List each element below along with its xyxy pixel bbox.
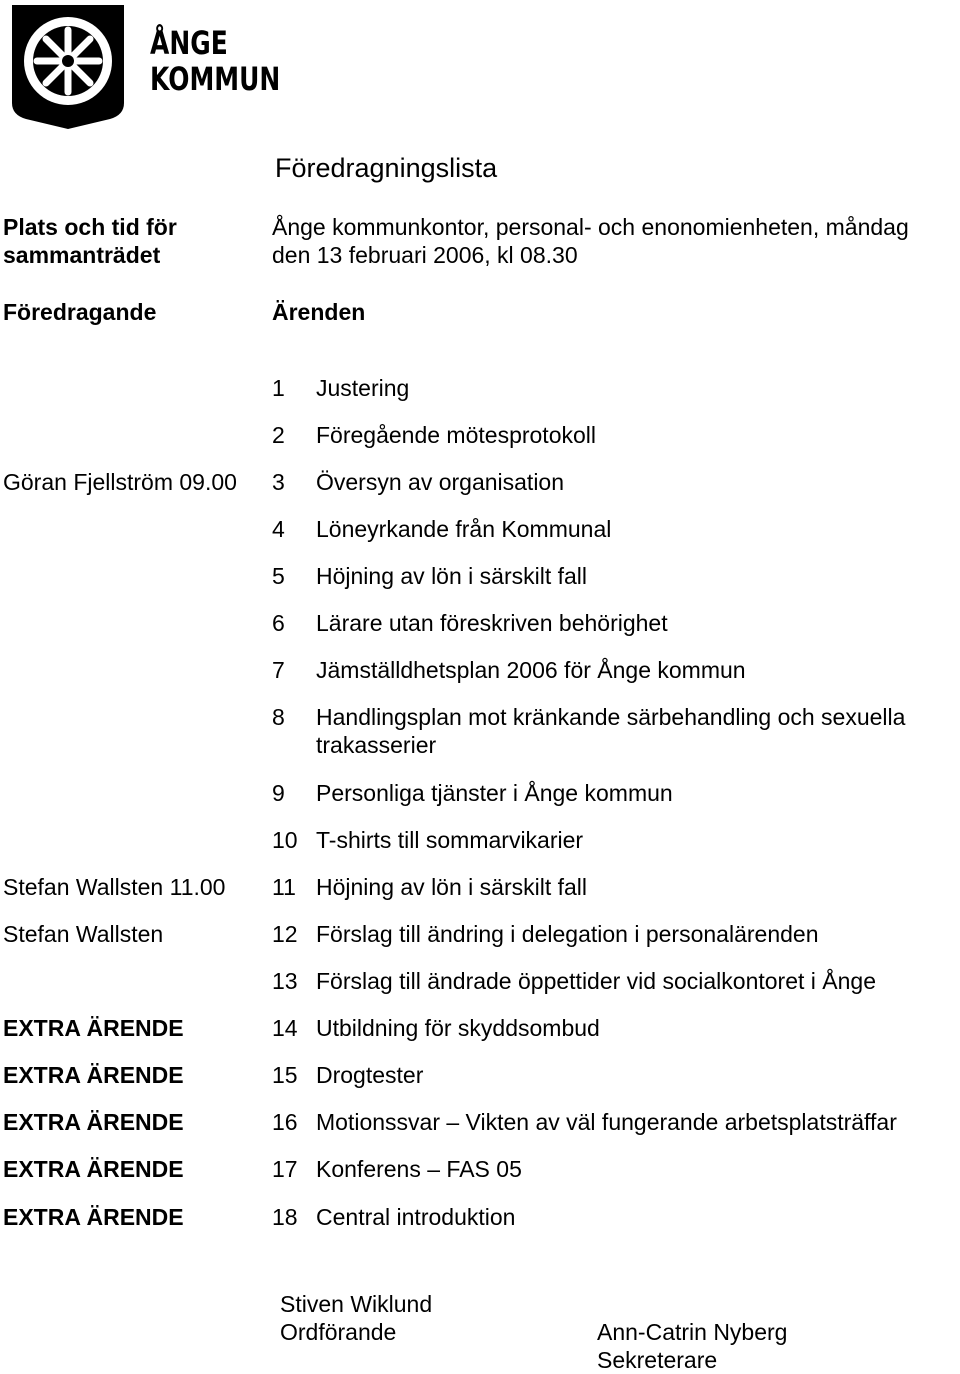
agenda-item	[0, 656, 960, 684]
place-value-line-2: den 13 februari 2006, kl 08.30	[272, 242, 578, 268]
agenda-item	[0, 562, 960, 590]
agenda-item-text: Höjning av lön i särskilt fall	[316, 874, 588, 900]
agenda-item-number: 14	[272, 1015, 298, 1041]
agenda-item	[0, 1155, 960, 1183]
municipality-logo-text	[150, 25, 280, 97]
agenda-item	[0, 967, 960, 995]
agenda-item-text-continued: trakasserier	[316, 732, 437, 758]
agenda-item-number: 8	[272, 704, 285, 730]
agenda-item-presenter: Göran Fjellström 09.00	[3, 469, 237, 495]
agenda-item-presenter: EXTRA ÄRENDE	[3, 1062, 184, 1088]
agenda-item-number: 10	[272, 827, 298, 853]
agenda-item-presenter: Stefan Wallsten 11.00	[3, 874, 226, 900]
agenda-item-text: Översyn av organisation	[316, 469, 565, 495]
agenda-item-text: Förslag till ändring i delegation i personalärenden	[316, 921, 819, 947]
secretary-name: Ann-Catrin Nyberg	[597, 1319, 788, 1345]
agenda-item-presenter: EXTRA ÄRENDE	[3, 1109, 184, 1135]
logo-line-1: ÅNGE	[150, 24, 228, 62]
agenda-item-text: Personliga tjänster i Ånge kommun	[316, 780, 673, 806]
agenda-item	[0, 1108, 960, 1136]
agenda-item-text: Handlingsplan mot kränkande särbehandling och sexuella	[316, 704, 906, 730]
agenda-item-number: 1	[272, 375, 285, 401]
agenda-item-text: Konferens – FAS 05	[316, 1156, 522, 1182]
municipality-logo-wheel-icon	[10, 3, 126, 131]
agenda-item-number: 9	[272, 780, 285, 806]
agenda-item-text: Förslag till ändrade öppettider vid socialkontoret i Ånge	[316, 968, 876, 994]
agenda-item-text: Löneyrkande från Kommunal	[316, 516, 612, 542]
agenda-item	[0, 609, 960, 637]
agenda-item-number: 15	[272, 1062, 298, 1088]
agenda-item	[0, 873, 960, 901]
agenda-item	[0, 1014, 960, 1042]
agenda-item-number: 17	[272, 1156, 298, 1182]
agenda-item-text: T-shirts till sommarvikarier	[316, 827, 584, 853]
agenda-item-number: 4	[272, 516, 285, 542]
chair-role: Ordförande	[280, 1319, 397, 1345]
agenda-item-text: Jämställdhetsplan 2006 för Ånge kommun	[316, 657, 746, 683]
place-value-line-1: Ånge kommunkontor, personal- och enonomienheten, måndag	[272, 214, 909, 240]
presenter-column-header: Föredragande	[3, 299, 157, 325]
agenda-item-text: Central introduktion	[316, 1204, 516, 1230]
agenda-item-presenter: Stefan Wallsten	[3, 921, 164, 947]
document-title: Föredragningslista	[275, 153, 498, 183]
agenda-item	[0, 703, 960, 759]
agenda-item-number: 6	[272, 610, 285, 636]
agenda-item-number: 13	[272, 968, 298, 994]
agenda-item-number: 2	[272, 422, 285, 448]
matters-column-header: Ärenden	[272, 299, 366, 325]
agenda-item-text: Justering	[316, 375, 410, 401]
agenda-item	[0, 826, 960, 854]
agenda-item-text: Drogtester	[316, 1062, 424, 1088]
chair-name: Stiven Wiklund	[280, 1291, 433, 1317]
agenda-item-text: Föregående mötesprotokoll	[316, 422, 596, 448]
agenda-item-number: 16	[272, 1109, 298, 1135]
agenda-item	[0, 468, 960, 496]
agenda-item-text: Höjning av lön i särskilt fall	[316, 563, 588, 589]
agenda-item-text: Motionssvar – Vikten av väl fungerande arbetsplatsträffar	[316, 1109, 897, 1135]
agenda-item	[0, 374, 960, 402]
agenda-item-number: 5	[272, 563, 285, 589]
agenda-item-number: 11	[272, 874, 296, 900]
agenda-item	[0, 920, 960, 948]
agenda-item-number: 12	[272, 921, 298, 947]
agenda-item-presenter: EXTRA ÄRENDE	[3, 1015, 184, 1041]
agenda-item-text: Utbildning för skyddsombud	[316, 1015, 600, 1041]
agenda-item-presenter: EXTRA ÄRENDE	[3, 1204, 184, 1230]
place-label-line-1: Plats och tid för	[3, 214, 177, 240]
agenda-item	[0, 421, 960, 449]
place-label-line-2: sammanträdet	[3, 242, 161, 268]
agenda-item	[0, 515, 960, 543]
secretary-role: Sekreterare	[597, 1347, 718, 1373]
agenda-item-presenter: EXTRA ÄRENDE	[3, 1156, 184, 1182]
logo-line-2: KOMMUN	[150, 60, 281, 98]
agenda-item	[0, 779, 960, 807]
agenda-item	[0, 1061, 960, 1089]
agenda-item-number: 3	[272, 469, 285, 495]
agenda-item-number: 7	[272, 657, 285, 683]
agenda-item	[0, 1203, 960, 1231]
agenda-item-number: 18	[272, 1204, 298, 1230]
agenda-item-text: Lärare utan föreskriven behörighet	[316, 610, 668, 636]
